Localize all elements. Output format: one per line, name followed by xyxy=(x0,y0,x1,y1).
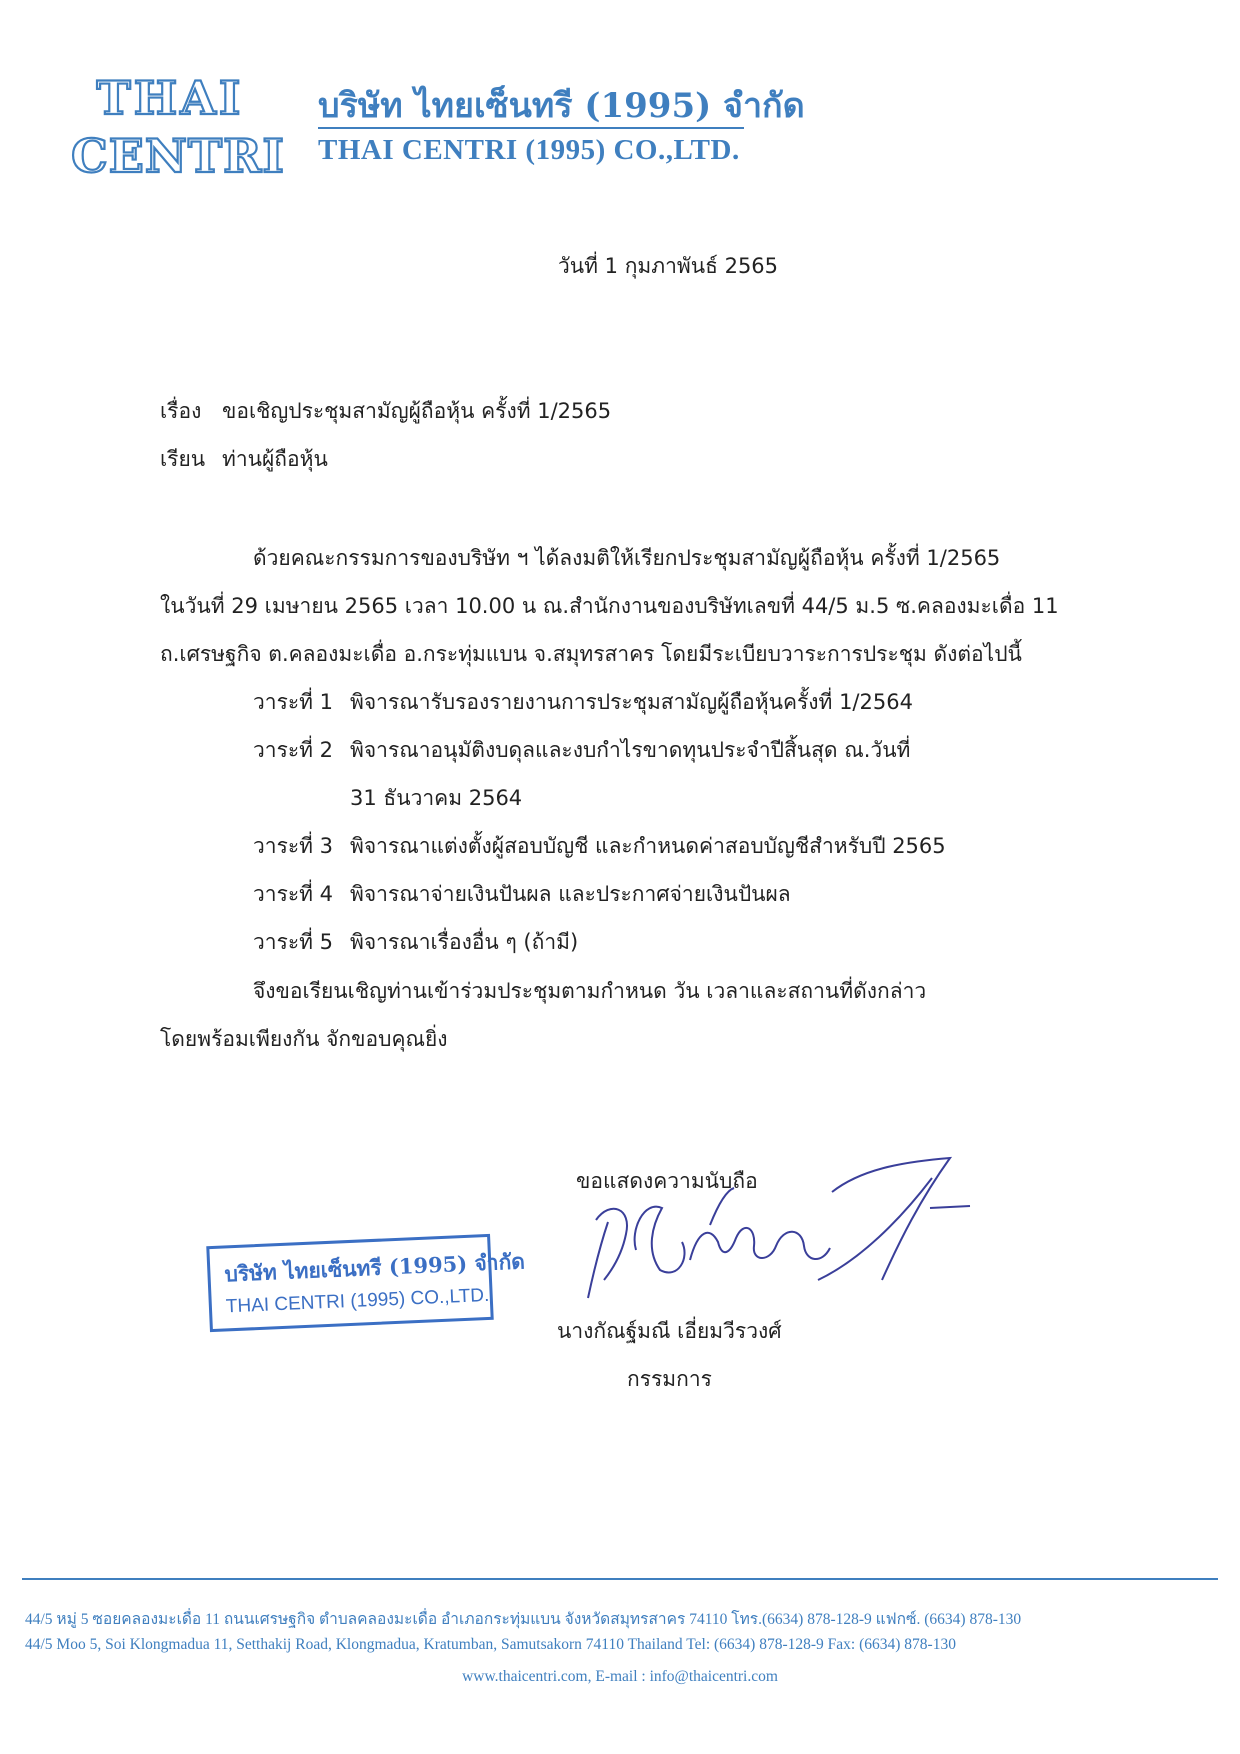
footer-divider xyxy=(22,1578,1218,1580)
body-line-3: ถ.เศรษฐกิจ ต.คลองมะเดื่อ อ.กระทุ่มแบน จ.สมุทรสาคร โดยมีระเบียบวาระการประชุม ดังต่อไปนี้ xyxy=(160,642,1022,666)
body-line-1: ด้วยคณะกรรมการของบริษัท ฯ ได้ลงมติให้เรียกประชุมสามัญผู้ถือหุ้น ครั้งที่ 1/2565 xyxy=(253,546,1001,570)
footer-address-thai: 44/5 หมู่ 5 ซอยคลองมะเดื่อ 11 ถนนเศรษฐกิจ ตำบลคลองมะเดื่อ อำเภอกระทุ่มแบน จังหวัดสมุทรสาคร 74110 โทร.(6634) 878-128-9 แฟกซ์. (6634) 878-130 xyxy=(25,1611,1022,1628)
letter-date: วันที่ 1 กุมภาพันธ์ 2565 xyxy=(558,254,779,278)
company-stamp xyxy=(206,1234,526,1332)
agenda-2-text: พิจารณาอนุมัติงบดุลและงบกำไรขาดทุนประจำปีสิ้นสุด ณ.วันที่ xyxy=(350,738,911,762)
agenda-4-text: พิจารณาจ่ายเงินปันผล และประกาศจ่ายเงินปันผล xyxy=(350,882,791,906)
agenda-4-label: วาระที่ 4 xyxy=(253,882,334,906)
company-logo xyxy=(70,72,310,182)
signer-name: นางกัณฐ์มณี เอี่ยมวีรวงศ์ xyxy=(557,1319,782,1343)
body-line-2: ในวันที่ 29 เมษายน 2565 เวลา 10.00 น ณ.สำนักงานของบริษัทเลขที่ 44/5 ม.5 ซ.คลองมะเดื่อ 11 xyxy=(160,594,1059,618)
company-name-english: THAI CENTRI (1995) CO.,LTD. xyxy=(318,134,740,166)
agenda-5-label: วาระที่ 5 xyxy=(253,930,334,954)
stamp-english-text: THAI CENTRI (1995) CO.,LTD. xyxy=(225,1284,490,1318)
agenda-1-text: พิจารณารับรองรายงานการประชุมสามัญผู้ถือหุ้นครั้งที่ 1/2564 xyxy=(350,690,913,714)
footer-web-email: www.thaicentri.com, E-mail : info@thaicentri.com xyxy=(462,1668,778,1685)
agenda-3-text: พิจารณาแต่งตั้งผู้สอบบัญชี และกำหนดค่าสอบบัญชีสำหรับปี 2565 xyxy=(350,834,946,858)
agenda-3-label: วาระที่ 3 xyxy=(253,834,334,858)
subject-label: เรื่อง xyxy=(160,399,202,423)
letterhead-divider xyxy=(318,127,744,129)
agenda-5-text: พิจารณาเรื่องอื่น ๆ (ถ้ามี) xyxy=(350,930,579,954)
regards-text: ขอแสดงความนับถือ xyxy=(576,1169,758,1193)
recipient-label: เรียน xyxy=(160,447,206,471)
recipient-value: ท่านผู้ถือหุ้น xyxy=(222,447,328,471)
agenda-2-label: วาระที่ 2 xyxy=(253,738,334,762)
signer-position: กรรมการ xyxy=(627,1367,712,1391)
footer-address-english: 44/5 Moo 5, Soi Klongmadua 11, Setthakij Road, Klongmadua, Kratumban, Samutsakorn 74110 Thailand Tel: (6634) 878-128-9 Fax: (6634) 878-130 xyxy=(25,1636,956,1653)
subject-value: ขอเชิญประชุมสามัญผู้ถือหุ้น ครั้งที่ 1/2565 xyxy=(222,399,612,423)
logo-line-2: CENTRI xyxy=(71,129,285,182)
agenda-1-label: วาระที่ 1 xyxy=(253,690,334,714)
closing-line-1: จึงขอเรียนเชิญท่านเข้าร่วมประชุมตามกำหนด วัน เวลาและสถานที่ดังกล่าว xyxy=(253,979,927,1003)
handwritten-signature xyxy=(560,1130,980,1310)
closing-line-2: โดยพร้อมเพียงกัน จักขอบคุณยิ่ง xyxy=(160,1027,448,1051)
stamp-thai-text: บริษัท ไทยเซ็นทรี (1995) จำกัด xyxy=(223,1248,526,1287)
agenda-2-text-continued: 31 ธันวาคม 2564 xyxy=(350,786,523,810)
company-name-thai: บริษัท ไทยเซ็นทรี (1995) จำกัด xyxy=(318,86,805,126)
logo-line-1: THAI xyxy=(96,72,244,125)
